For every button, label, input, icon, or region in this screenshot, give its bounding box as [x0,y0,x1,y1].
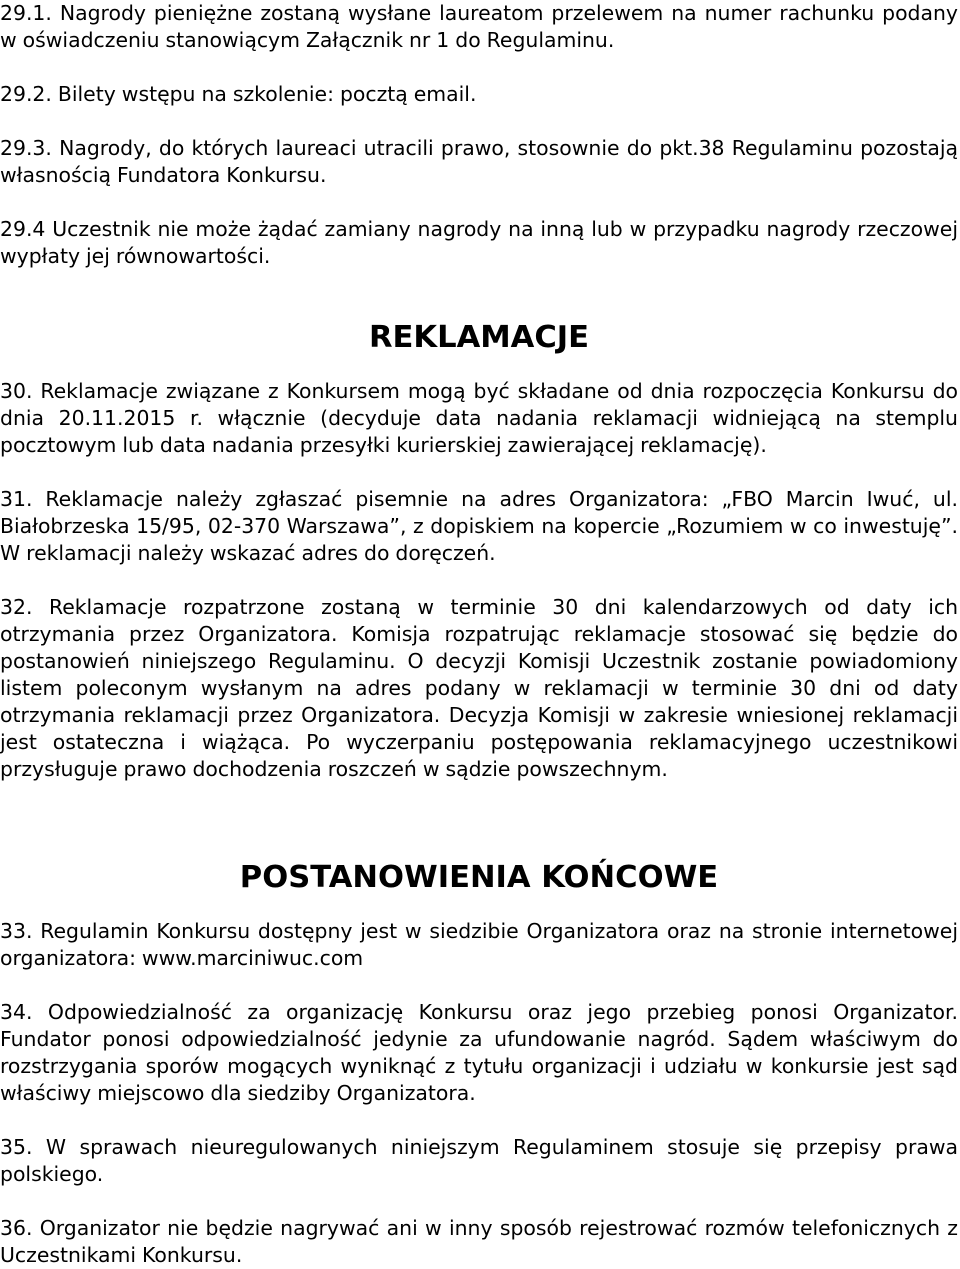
paragraph-30: 30. Reklamacje związane z Konkursem mogą być składane od dnia rozpoczęcia Konkursu do dnia 20.11.2015 r. włącznie (decyduje data nadania reklamacji widniejącą na stemplu pocztowym lub data nadania przesyłki kurierskiej zawierającej reklamację). [0,379,958,457]
paragraph-33: 33. Regulamin Konkursu dostępny jest w siedzibie Organizatora oraz na stronie internetowej organizatora: www.marciniwuc.com [0,919,958,970]
paragraph-32: 32. Reklamacje rozpatrzone zostaną w terminie 30 dni kalendarzowych od daty ich otrzymania przez Organizatora. Komisja rozpatrując reklamacje stosować się będzie do postanowień niniejszego Regulaminu. O decyzji Komisji Uczestnik zostanie powiadomiony listem poleconym wysłanym na adres podany w reklamacji w terminie 30 dni od daty otrzymania reklamacji przez Organizatora. Decyzja Komisji w zakresie wniesionej reklamacji jest ostateczna i wiążąca. Po wyczerpaniu postępowania reklamacyjnego uczestnikowi przysługuje prawo dochodzenia roszczeń w sądzie powszechnym. [0,595,958,781]
paragraph-36: 36. Organizator nie będzie nagrywać ani w inny sposób rejestrować rozmów telefonicznych z Uczestnikami Konkursu. [0,1216,958,1267]
paragraph-29-1: 29.1. Nagrody pieniężne zostaną wysłane laureatom przelewem na numer rachunku podany w oświadczeniu stanowiącym Załącznik nr 1 do Regulaminu. [0,1,958,52]
paragraph-34: 34. Odpowiedzialność za organizację Konkursu oraz jego przebieg ponosi Organizator. Fundator ponosi odpowiedzialność jedynie za ufundowanie nagród. Sądem właściwym do rozstrzygania sporów mogących wyniknąć z tytułu organizacji i udziału w konkursie jest sąd właściwy miejscowo dla siedziby Organizatora. [0,1000,958,1105]
paragraph-29-4: 29.4 Uczestnik nie może żądać zamiany nagrody na inną lub w przypadku nagrody rzeczowej wypłaty jej równowartości. [0,217,958,268]
paragraph-29-2: 29.2. Bilety wstępu na szkolenie: pocztą email. [0,82,477,106]
paragraph-29-3: 29.3. Nagrody, do których laureaci utracili prawo, stosownie do pkt.38 Regulaminu pozostają własnością Fundatora Konkursu. [0,136,958,187]
paragraph-35: 35. W sprawach nieuregulowanych niniejszym Regulaminem stosuje się przepisy prawa polskiego. [0,1135,958,1186]
section-heading-reklamacje: REKLAMACJE [368,320,590,355]
paragraph-31: 31. Reklamacje należy zgłaszać pisemnie na adres Organizatora: „FBO Marcin Iwuć, ul. Białobrzeska 15/95, 02-370 Warszawa”, z dopiskiem na kopercie „Rozumiem w co inwestuję”. W reklamacji należy wskazać adres do doręczeń. [0,487,958,565]
section-heading-postanowienia-koncowe: POSTANOWIENIA KOŃCOWE [239,860,719,895]
